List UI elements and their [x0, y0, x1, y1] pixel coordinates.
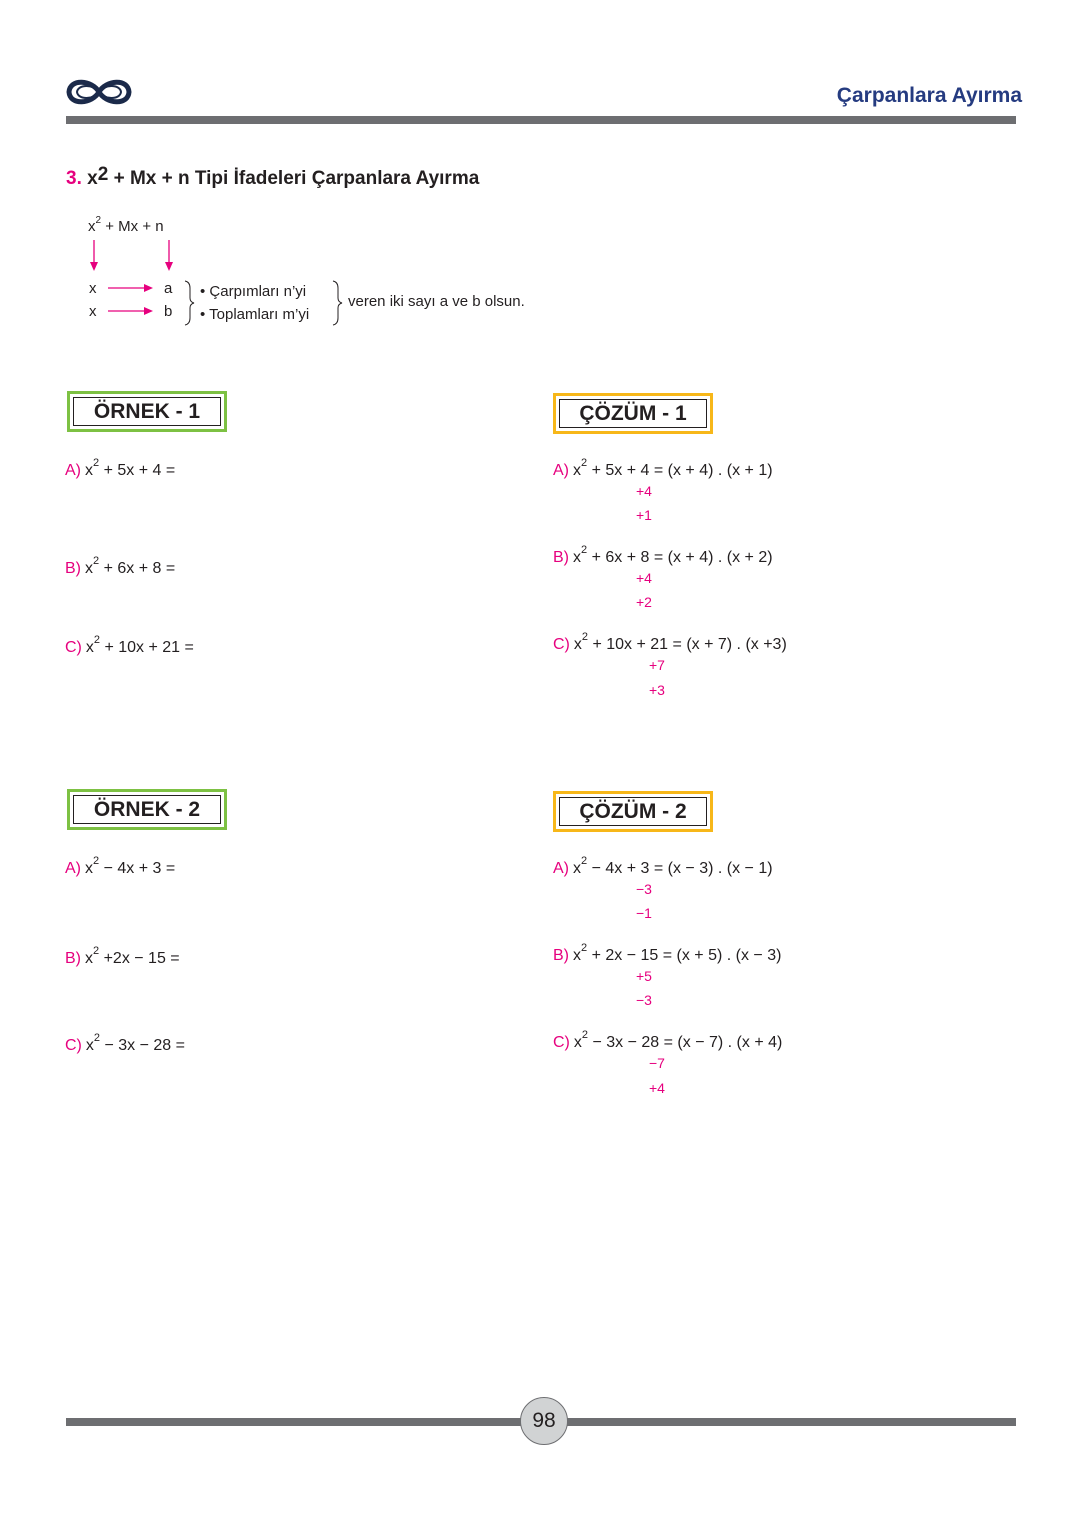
item-base: x: [573, 636, 582, 653]
item-rest: + 5x + 4 = (x + 4) . (x + 1): [587, 462, 773, 479]
solution-2-title: ÇÖZÜM - 2: [579, 799, 687, 823]
diagram-left-1: x: [89, 280, 97, 297]
item-base: x: [573, 947, 581, 964]
item-label: A): [553, 860, 569, 877]
item-base: x: [85, 639, 94, 656]
item-label: B): [553, 549, 569, 566]
solution-2-title-box: [553, 791, 713, 832]
item-exp: 2: [581, 631, 589, 643]
solution-1-title-box: [553, 393, 713, 434]
item-label: C): [553, 636, 570, 653]
factor-1: +5: [636, 968, 652, 984]
item-exp: 2: [581, 457, 588, 469]
item-exp: 2: [93, 855, 100, 867]
example-2-title-box: [67, 789, 227, 830]
diagram-left-2: x: [89, 303, 97, 320]
example-1-item-a: [65, 457, 176, 480]
example-2-item-c: [65, 1032, 185, 1055]
example-2-title: ÖRNEK - 2: [93, 797, 201, 821]
item-base: x: [85, 1037, 94, 1054]
factor-2: −1: [636, 905, 652, 921]
item-exp: 2: [581, 544, 588, 556]
bullet-sum: [200, 306, 309, 323]
item-base: x: [573, 860, 581, 877]
item-rest: + 6x + 8 = (x + 4) . (x + 2): [587, 549, 773, 566]
item-label: C): [65, 1037, 82, 1054]
factor-1: −7: [649, 1055, 665, 1071]
solution-1-item-c: [553, 631, 787, 654]
diagram-expr-base: x: [88, 218, 96, 235]
page-number-badge: [520, 1397, 568, 1445]
bullet-product: [200, 283, 306, 300]
factor-2: +1: [636, 507, 652, 523]
example-1-item-b: [65, 555, 176, 578]
item-base: x: [85, 560, 93, 577]
item-label: B): [65, 560, 81, 577]
item-base: x: [573, 549, 581, 566]
item-base: x: [85, 950, 93, 967]
factor-1: +4: [636, 570, 652, 586]
item-label: A): [65, 860, 81, 877]
example-1-item-c: [65, 634, 194, 657]
item-base: x: [85, 462, 93, 479]
page-number: 98: [532, 1409, 556, 1432]
example-2-item-b: [65, 945, 180, 968]
item-label: C): [553, 1034, 570, 1051]
item-rest: − 3x − 28 =: [100, 1037, 185, 1054]
solution-1-title: ÇÖZÜM - 1: [579, 401, 687, 425]
item-rest: − 3x − 28 = (x − 7) . (x + 4): [588, 1034, 783, 1051]
item-base: x: [573, 462, 581, 479]
item-rest: + 5x + 4 =: [99, 462, 176, 479]
solution-2-item-b: [553, 942, 782, 965]
item-exp: 2: [93, 945, 100, 957]
item-exp: 2: [93, 555, 100, 567]
item-label: B): [553, 947, 569, 964]
item-base: x: [85, 860, 93, 877]
diagram-expr-rest: + Mx + n: [101, 218, 164, 235]
diagram-expression: [88, 215, 164, 235]
header-rule: [66, 116, 1016, 124]
diagram-conclusion: veren iki sayı a ve b olsun.: [348, 293, 525, 310]
title-exp: 2: [97, 164, 109, 185]
item-label: B): [65, 950, 81, 967]
right-brace-icon: [330, 280, 344, 326]
diagram-expr-exp: 2: [95, 215, 102, 226]
item-rest: + 6x + 8 =: [99, 560, 176, 577]
factor-1: +4: [636, 483, 652, 499]
solution-2-item-a: [553, 855, 773, 878]
left-brace-icon: [182, 280, 196, 326]
item-exp: 2: [93, 457, 100, 469]
item-rest: − 4x + 3 = (x − 3) . (x − 1): [587, 860, 773, 877]
item-exp: 2: [93, 1032, 101, 1044]
item-exp: 2: [581, 855, 588, 867]
bullet-product-text: • Çarpımları n’yi: [200, 283, 307, 300]
example-2-item-a: [65, 855, 176, 878]
item-base: x: [573, 1034, 582, 1051]
item-label: A): [65, 462, 81, 479]
diagram-right-a: a: [164, 280, 173, 297]
header-title: Çarpanlara Ayırma: [836, 84, 1022, 107]
item-rest: − 4x + 3 =: [99, 860, 176, 877]
bullet-sum-text: • Toplamları m’yi: [200, 306, 310, 323]
item-rest: + 2x − 15 = (x + 5) . (x − 3): [587, 947, 782, 964]
factor-2: +4: [649, 1080, 665, 1096]
item-label: A): [553, 462, 569, 479]
factor-1: −3: [636, 881, 652, 897]
infinity-logo-icon: [64, 72, 134, 117]
item-exp: 2: [93, 634, 101, 646]
factor-1: +7: [649, 657, 665, 673]
item-rest: + 10x + 21 = (x + 7) . (x +3): [588, 636, 787, 653]
section-title: [66, 164, 480, 190]
item-rest: + 10x + 21 =: [100, 639, 194, 656]
example-1-title-box: [67, 391, 227, 432]
item-label: C): [65, 639, 82, 656]
item-rest: +2x − 15 =: [99, 950, 180, 967]
section-number: 3.: [66, 168, 82, 189]
item-exp: 2: [581, 1029, 589, 1041]
factor-2: +2: [636, 594, 652, 610]
title-base: x: [87, 168, 98, 189]
factor-2: −3: [636, 992, 652, 1008]
factor-2: +3: [649, 682, 665, 698]
solution-1-item-b: [553, 544, 773, 567]
title-rest: + Mx + n Tipi İfadeleri Çarpanlara Ayırma: [108, 168, 480, 189]
item-exp: 2: [581, 942, 588, 954]
solution-1-item-a: [553, 457, 773, 480]
solution-2-item-c: [553, 1029, 783, 1052]
example-1-title: ÖRNEK - 1: [93, 399, 201, 423]
diagram-right-b: b: [164, 303, 173, 320]
